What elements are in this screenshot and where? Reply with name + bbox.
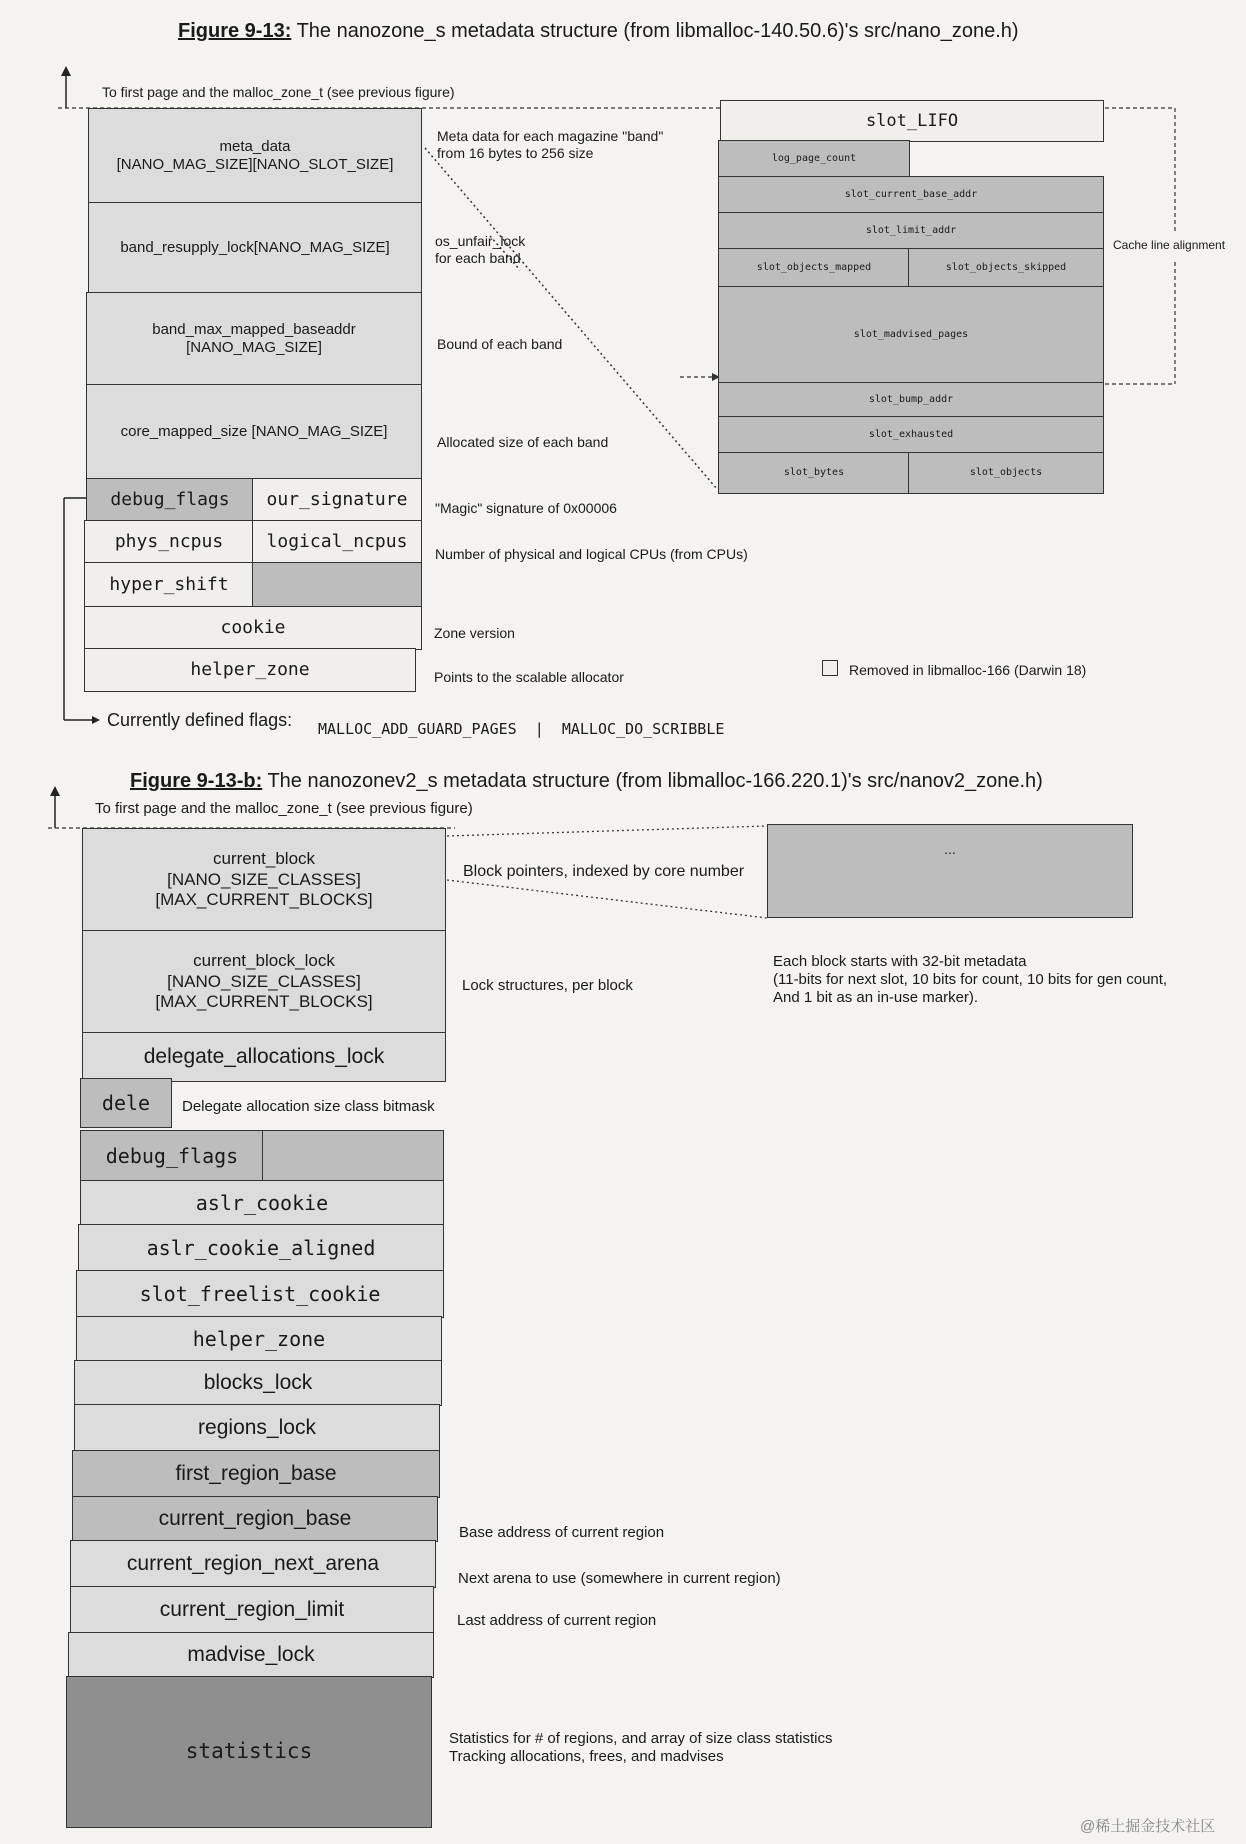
field-our-signature: our_signature [252,478,422,522]
field-band-resupply-lock: band_resupply_lock[NANO_MAG_SIZE] [88,202,422,294]
field-regions-lock: regions_lock [74,1404,440,1452]
slot-log-page-count: log_page_count [718,140,910,178]
field-meta-data: meta_data [NANO_MAG_SIZE][NANO_SLOT_SIZE] [88,108,422,204]
field-helper-zone: helper_zone [84,648,416,692]
fig2-title [130,770,1043,793]
block-pointer-box: ... [767,824,1133,918]
flags-label: Currently defined flags: [107,710,293,730]
ann-cpus: Number of physical and logical CPUs (from CPUs) [435,546,748,562]
field-aslr-cookie-aligned: aslr_cookie_aligned [78,1224,444,1272]
field-delegate-allocations-lock: delegate_allocations_lock [82,1032,446,1082]
slot-objects: slot_objects [908,452,1104,494]
field-current-region-next-arena: current_region_next_arena [70,1540,436,1588]
ann-base-addr: Base address of current region [459,1524,665,1541]
field-core-mapped-size: core_mapped_size [NANO_MAG_SIZE] [86,384,422,480]
field-current-region-base: current_region_base [72,1496,438,1542]
field-hyper-shift: hyper_shift [84,562,254,608]
field-current-block-lock: current_block_lock [NANO_SIZE_CLASSES] [MAX_CURRENT_BLOCKS] [82,930,446,1034]
slot-bytes: slot_bytes [718,452,910,494]
ann-last-addr: Last address of current region [457,1612,657,1629]
ann-zone-version: Zone version [434,625,515,641]
field-aslr-cookie: aslr_cookie [80,1180,444,1226]
fig2-top-arrow-label: To first page and the malloc_zone_t (see previous figure) [95,800,473,817]
ann-allocated: Allocated size of each band [437,434,609,450]
fig1-top-arrow-label: To first page and the malloc_zone_t (see previous figure) [102,84,455,100]
field-statistics: statistics [66,1676,432,1828]
fig1-title-text: The nanozone_s metadata structure (from libmalloc-140.50.6)'s src/nano_zone.h) [296,20,1019,42]
slot-objects-mapped: slot_objects_mapped [718,248,910,288]
field-hyper-shift-padding [252,562,422,608]
field-slot-freelist-cookie: slot_freelist_cookie [76,1270,444,1318]
field-dele: dele [80,1078,172,1128]
fig2-title-text: The nanozonev2_s metadata structure (from libmalloc-166.220.1)'s src/nanov2_zone.h) [267,770,1043,792]
ann-statistics: Statistics for # of regions, and array of size class statistics Tracking allocations, frees, and madvises [449,1730,833,1765]
ann-meta-data: Meta data for each magazine "band" from 16 bytes to 256 size [437,128,664,161]
fig2-zoom-line-top [447,826,767,836]
field-helper-zone-v2: helper_zone [76,1316,442,1362]
fig2-zoom-line-bottom [447,880,767,918]
field-debug-flags-padding [262,1130,444,1182]
slot-current-base-addr: slot_current_base_addr [718,176,1104,214]
fig1-up-arrowhead [61,66,71,76]
field-debug-flags-v2: debug_flags [80,1130,264,1182]
field-current-region-limit: current_region_limit [70,1586,434,1634]
field-first-region-base: first_region_base [72,1450,440,1498]
fig1-title [178,20,1019,43]
field-cookie: cookie [84,606,422,650]
slot-exhausted: slot_exhausted [718,416,1104,454]
ann-block-pointers: Block pointers, indexed by core number [463,863,745,880]
ann-lock: os_unfair_lock for each band [435,233,526,266]
ann-lock-structures: Lock structures, per block [462,977,633,994]
ann-cache-line: Cache line alignment [1113,238,1226,252]
slot-madvised-pages: slot_madvised_pages [718,286,1104,384]
field-madvise-lock: madvise_lock [68,1632,434,1678]
watermark: @稀土掘金技术社区 [1080,1818,1216,1835]
ann-bound: Bound of each band [437,336,563,352]
field-current-block: current_block [NANO_SIZE_CLASSES] [MAX_CURRENT_BLOCKS] [82,828,446,932]
ann-magic: "Magic" signature of 0x00006 [435,500,617,516]
slot-objects-skipped: slot_objects_skipped [908,248,1104,288]
slot-bump-addr: slot_bump_addr [718,382,1104,418]
ann-delegate: Delegate allocation size class bitmask [182,1098,435,1115]
ann-scalable: Points to the scalable allocator [434,669,624,685]
field-band-max-mapped: band_max_mapped_baseaddr [NANO_MAG_SIZE] [86,292,422,386]
ann-next-arena: Next arena to use (somewhere in current region) [458,1570,781,1587]
removed-legend-swatch [822,660,838,676]
fig1-title-number: Figure 9-13: [178,20,292,42]
slot-lifo: slot_LIFO [720,100,1104,142]
flags-values: MALLOC_ADD_GUARD_PAGES | MALLOC_DO_SCRIBBLE [318,720,725,738]
ann-removed: Removed in libmalloc-166 (Darwin 18) [849,662,1087,678]
field-phys-ncpus: phys_ncpus [84,520,254,564]
fig2-title-number: Figure 9-13-b: [130,770,263,792]
field-logical-ncpus: logical_ncpus [252,520,422,564]
field-blocks-lock: blocks_lock [74,1360,442,1406]
slot-limit-addr: slot_limit_addr [718,212,1104,250]
field-debug-flags: debug_flags [86,478,254,522]
ann-block-meta: Each block starts with 32-bit metadata (11-bits for next slot, 10 bits for count, 10 bits for gen count, And 1 bit as an in-use marker). [773,953,1168,1006]
